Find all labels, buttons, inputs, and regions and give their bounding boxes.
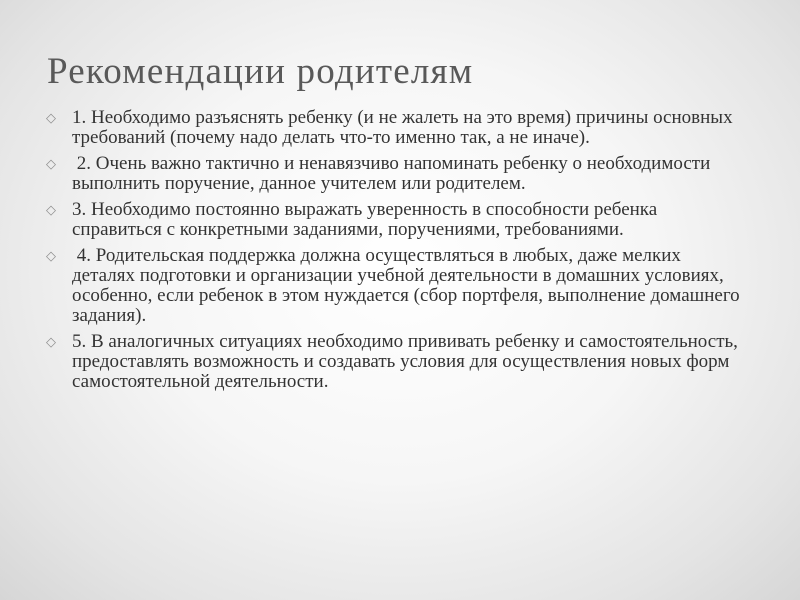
bullet-diamond-icon: ◇ [46, 111, 56, 126]
bullet-text-2: 2. Очень важно тактично и ненавязчиво напоминать ребенку о необходимости выполнить поручение, данное учителем или родителем. [72, 153, 716, 194]
bullet-item-1 [46, 108, 746, 148]
bullet-item-5 [46, 332, 746, 392]
bullet-diamond-icon: ◇ [46, 203, 56, 218]
bullet-item-2 [46, 154, 746, 194]
bullet-diamond-icon: ◇ [46, 249, 56, 264]
bullet-text-5: 5. В аналогичных ситуациях необходимо прививать ребенку и самостоятельность, предоставлять возможность и создавать условия для осуществления новых форм самостоятельной деятельности. [72, 331, 743, 392]
slide-title: Рекомендации родителям [47, 51, 474, 92]
bullet-diamond-icon: ◇ [46, 157, 56, 172]
bullet-text-4: 4. Родительская поддержка должна осуществляться в любых, даже мелких деталях подготовки и организации учебной деятельности в домашних условиях, особенно, если ребенок в этом нуждается (сбор портфеля, выполнение домашнего задания). [72, 245, 745, 326]
bullet-item-4 [46, 246, 746, 326]
bullet-list [46, 108, 746, 398]
bullet-text-3: 3. Необходимо постоянно выражать уверенность в способности ребенка справиться с конкретными заданиями, поручениями, требованиями. [72, 199, 662, 240]
bullet-item-3 [46, 200, 746, 240]
bullet-diamond-icon: ◇ [46, 335, 56, 350]
bullet-text-1: 1. Необходимо разъяснять ребенку (и не жалеть на это время) причины основных требований (почему надо делать что-то именно так, а не иначе). [72, 107, 738, 148]
